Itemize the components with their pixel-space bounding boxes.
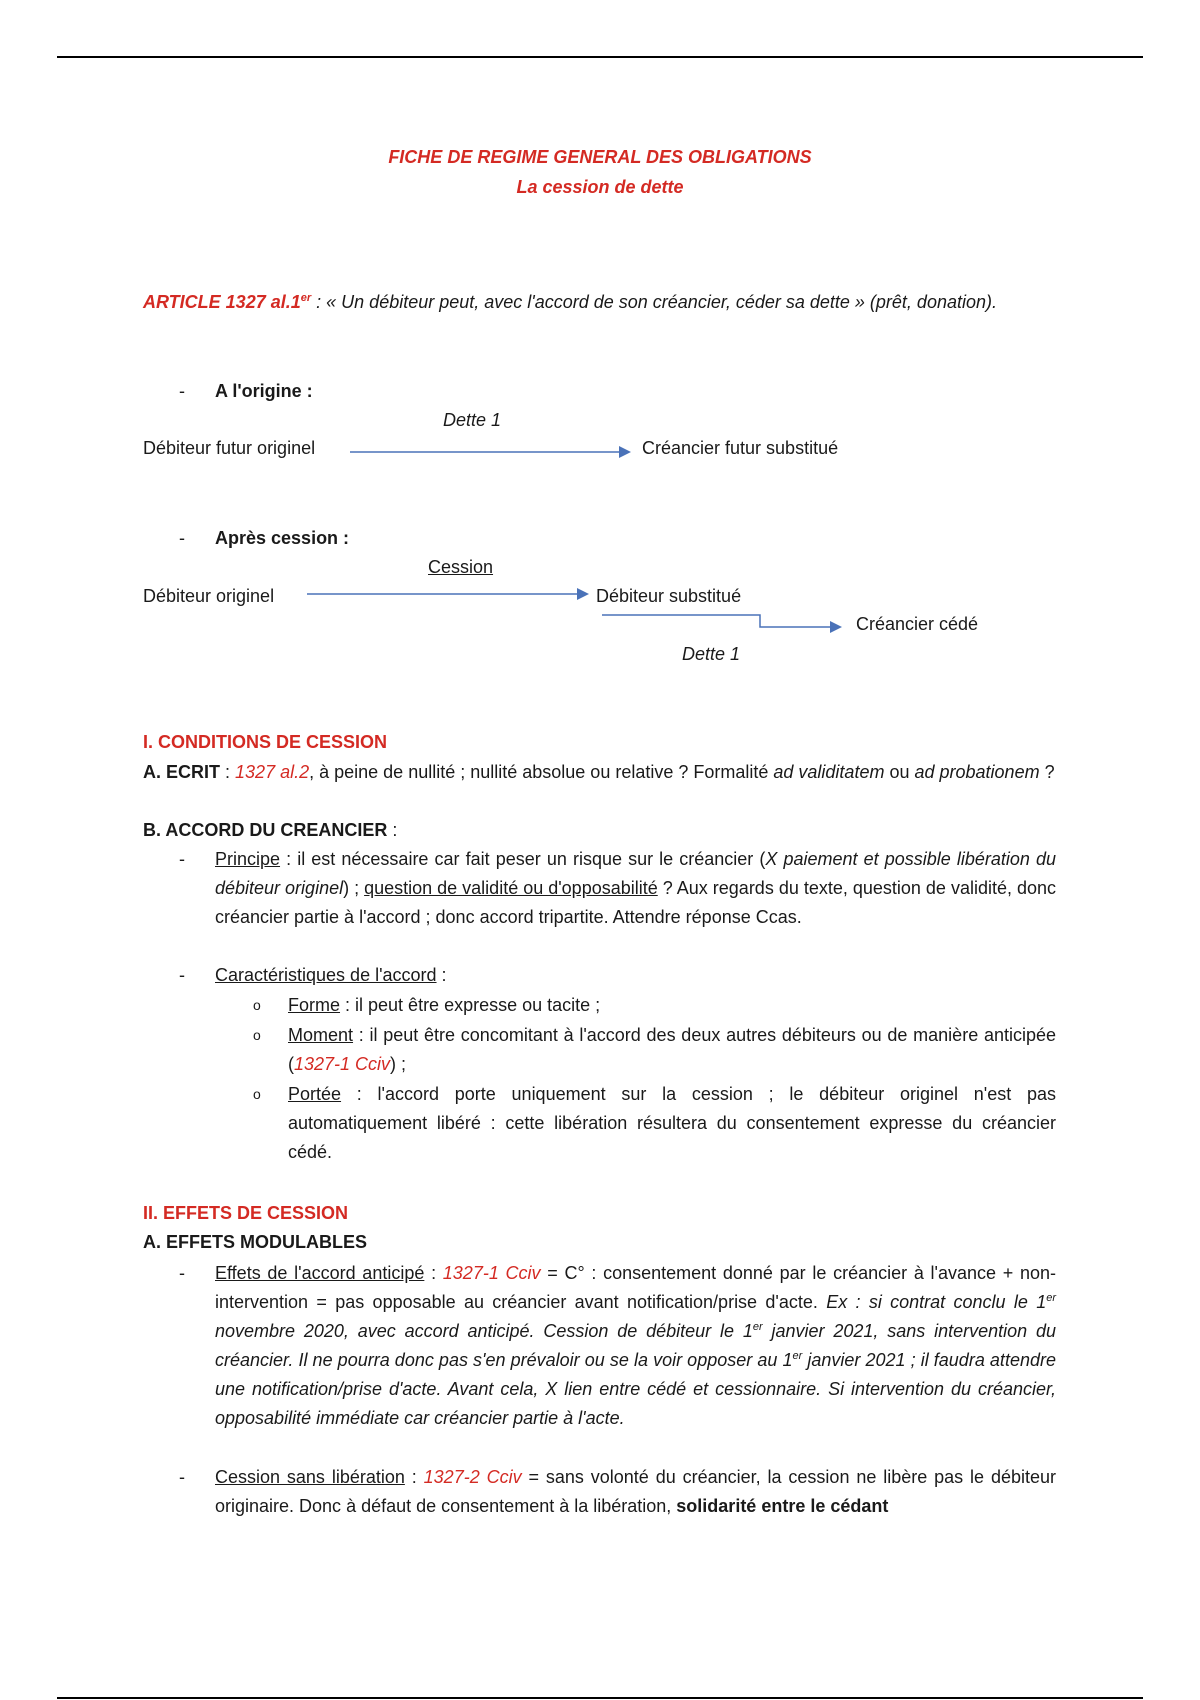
cession-sans-liberation-label: Cession sans libération	[215, 1467, 405, 1487]
diagram1-arrow-label: Dette 1	[443, 410, 502, 430]
diagram2-arrow-label: Cession	[428, 557, 494, 577]
section1-heading: I. CONDITIONS DE CESSION	[143, 732, 388, 752]
diagram2-middle-node: Débiteur substitué	[596, 586, 742, 606]
section1-a-text1: , à peine de nullité ; nullité absolue ou relative ? Formalité	[309, 762, 774, 782]
article-text: : « Un débiteur peut, avec l'accord de son créancier, céder sa dette » (prêt, donation).	[311, 292, 997, 312]
section2-heading: II. EFFETS DE CESSION	[143, 1203, 349, 1223]
portee-item	[143, 1080, 1056, 1167]
diagram2-arrow-head	[577, 588, 589, 600]
forme-label: Forme	[288, 995, 341, 1015]
example-part4: janvier 2021 ; il faudra attendre une notification/prise d'acte. Avant cela, X lien entre cédé et cessionnaire. Si intervention du créancier, opposabilité immédiate car créancier partie à l'acte.	[215, 1350, 1056, 1428]
cession-sans-liberation-text	[215, 1463, 1056, 1521]
separator: :	[220, 762, 236, 782]
effets-anticipe-label: Effets de l'accord anticipé	[215, 1263, 425, 1283]
separator: :	[424, 1263, 443, 1283]
circle-bullet: o	[253, 1086, 261, 1102]
diagram2-elbow-line	[602, 615, 830, 627]
moment-body1: : il peut être concomitant à l'accord des deux autres débiteurs ou de manière anticipée (	[288, 1025, 1056, 1074]
caracteristiques-item	[143, 961, 1056, 990]
principe-text1: : il est nécessaire car fait peser un risque sur le créancier (	[280, 849, 766, 869]
principe-underlined: question de validité ou d'opposabilité	[364, 878, 658, 898]
section1-b-heading	[143, 816, 397, 845]
diagram2-heading: Après cession :	[215, 528, 350, 548]
dash-bullet: -	[179, 381, 185, 401]
section1-a-label: A. ECRIT	[143, 762, 221, 782]
portee-body: : l'accord porte uniquement sur la cession ; le débiteur originel n'est pas automatiquement libéré : cette libération résultera du consentement expresse du créancier cédé.	[288, 1084, 1056, 1162]
cession-sans-liberation-body: = sans volonté du créancier, la cession ne libère pas le débiteur originaire. Donc à défaut de consentement à la libération,	[215, 1467, 1056, 1516]
principe-item	[143, 845, 1056, 932]
moment-item	[143, 1021, 1056, 1079]
article-ref: ARTICLE 1327 al.1	[143, 292, 301, 312]
example-part2: novembre 2020, avec accord anticipé. Cession de débiteur le 1	[215, 1321, 753, 1341]
principe-italic: X paiement et possible libération du débiteur originel	[215, 849, 1056, 898]
effets-anticipe-item	[143, 1259, 1056, 1433]
diagram2-right-node: Créancier cédé	[856, 614, 979, 634]
moment-text	[288, 1021, 1056, 1079]
dash-bullet: -	[179, 965, 185, 985]
section2-a-heading: A. EFFETS MODULABLES	[143, 1232, 367, 1252]
section1-b-label: B. ACCORD DU CREANCIER	[143, 820, 388, 840]
dash-bullet: -	[179, 849, 185, 869]
caracteristiques-text	[215, 961, 1056, 990]
cession-sans-liberation-ref: 1327-2 Cciv	[423, 1467, 522, 1487]
portee-label: Portée	[288, 1084, 342, 1104]
section1-a-ref: 1327 al.2	[235, 762, 310, 782]
document-title: FICHE DE REGIME GENERAL DES OBLIGATIONS	[388, 147, 812, 167]
moment-ref: 1327-1 Cciv	[294, 1054, 391, 1074]
dash-bullet: -	[179, 1263, 185, 1283]
dash-bullet: -	[179, 1467, 185, 1487]
article-ref-sup: er	[300, 292, 312, 304]
example-sup2: er	[752, 1321, 763, 1333]
principe-text	[215, 845, 1056, 932]
moment-label: Moment	[288, 1025, 354, 1045]
diagram1-heading: A l'origine :	[215, 381, 313, 401]
circle-bullet: o	[253, 1027, 261, 1043]
portee-text	[288, 1080, 1056, 1167]
separator: :	[404, 1467, 424, 1487]
dash-bullet: -	[179, 528, 185, 548]
bottom-rule	[57, 1697, 1143, 1699]
separator: :	[387, 820, 398, 840]
example-part1: Ex : si contrat conclu le 1	[826, 1292, 1047, 1312]
circle-bullet: o	[253, 997, 261, 1013]
section1-a-it1: ad validitatem	[773, 762, 885, 782]
diagram2-left-node: Débiteur originel	[143, 586, 275, 606]
forme-item	[143, 991, 1056, 1020]
caracteristiques-label: Caractéristiques de l'accord	[215, 965, 437, 985]
forme-body: : il peut être expresse ou tacite ;	[340, 995, 601, 1015]
example-sup1: er	[1046, 1292, 1056, 1304]
section1-a-paragraph	[143, 758, 1056, 787]
example-part3: janvier 2021, sans intervention du créancier. Il ne pourra donc pas s'en prévaloir ou se la voir opposer au 1	[215, 1321, 1056, 1370]
principe-text2: ) ;	[343, 878, 365, 898]
cession-sans-liberation-item	[143, 1463, 1056, 1521]
separator: :	[436, 965, 447, 985]
forme-text	[288, 991, 1056, 1020]
diagram2-bottom-label: Dette 1	[682, 644, 741, 664]
document-subtitle: La cession de dette	[516, 177, 684, 197]
diagram-arrows	[0, 0, 1200, 700]
moment-body2: ) ;	[390, 1054, 407, 1074]
section1-a-text2: ou	[884, 762, 915, 782]
effets-anticipe-text	[215, 1259, 1056, 1433]
diagram1-arrow-head	[619, 446, 631, 458]
diagram1-left-node: Débiteur futur originel	[143, 438, 316, 458]
diagram1-right-node: Créancier futur substitué	[642, 438, 839, 458]
effets-anticipe-ref: 1327-1 Cciv	[442, 1263, 541, 1283]
diagram2-elbow-arrow-head	[830, 621, 842, 633]
effets-anticipe-body: = C° : consentement donné par le créancier à l'avance + non-intervention = pas opposable au créancier avant notification/prise d'acte.	[215, 1263, 1056, 1312]
section1-a-text3: ?	[1039, 762, 1055, 782]
section1-a-it2: ad probationem	[914, 762, 1040, 782]
principe-text3: ? Aux regards du texte, question de validité, donc créancier partie à l'accord ; donc accord tripartite. Attendre réponse Ccas.	[215, 878, 1057, 927]
cession-sans-liberation-bold: solidarité entre le cédant	[676, 1496, 889, 1516]
principe-label: Principe	[215, 849, 281, 869]
example-sup3: er	[792, 1350, 803, 1362]
